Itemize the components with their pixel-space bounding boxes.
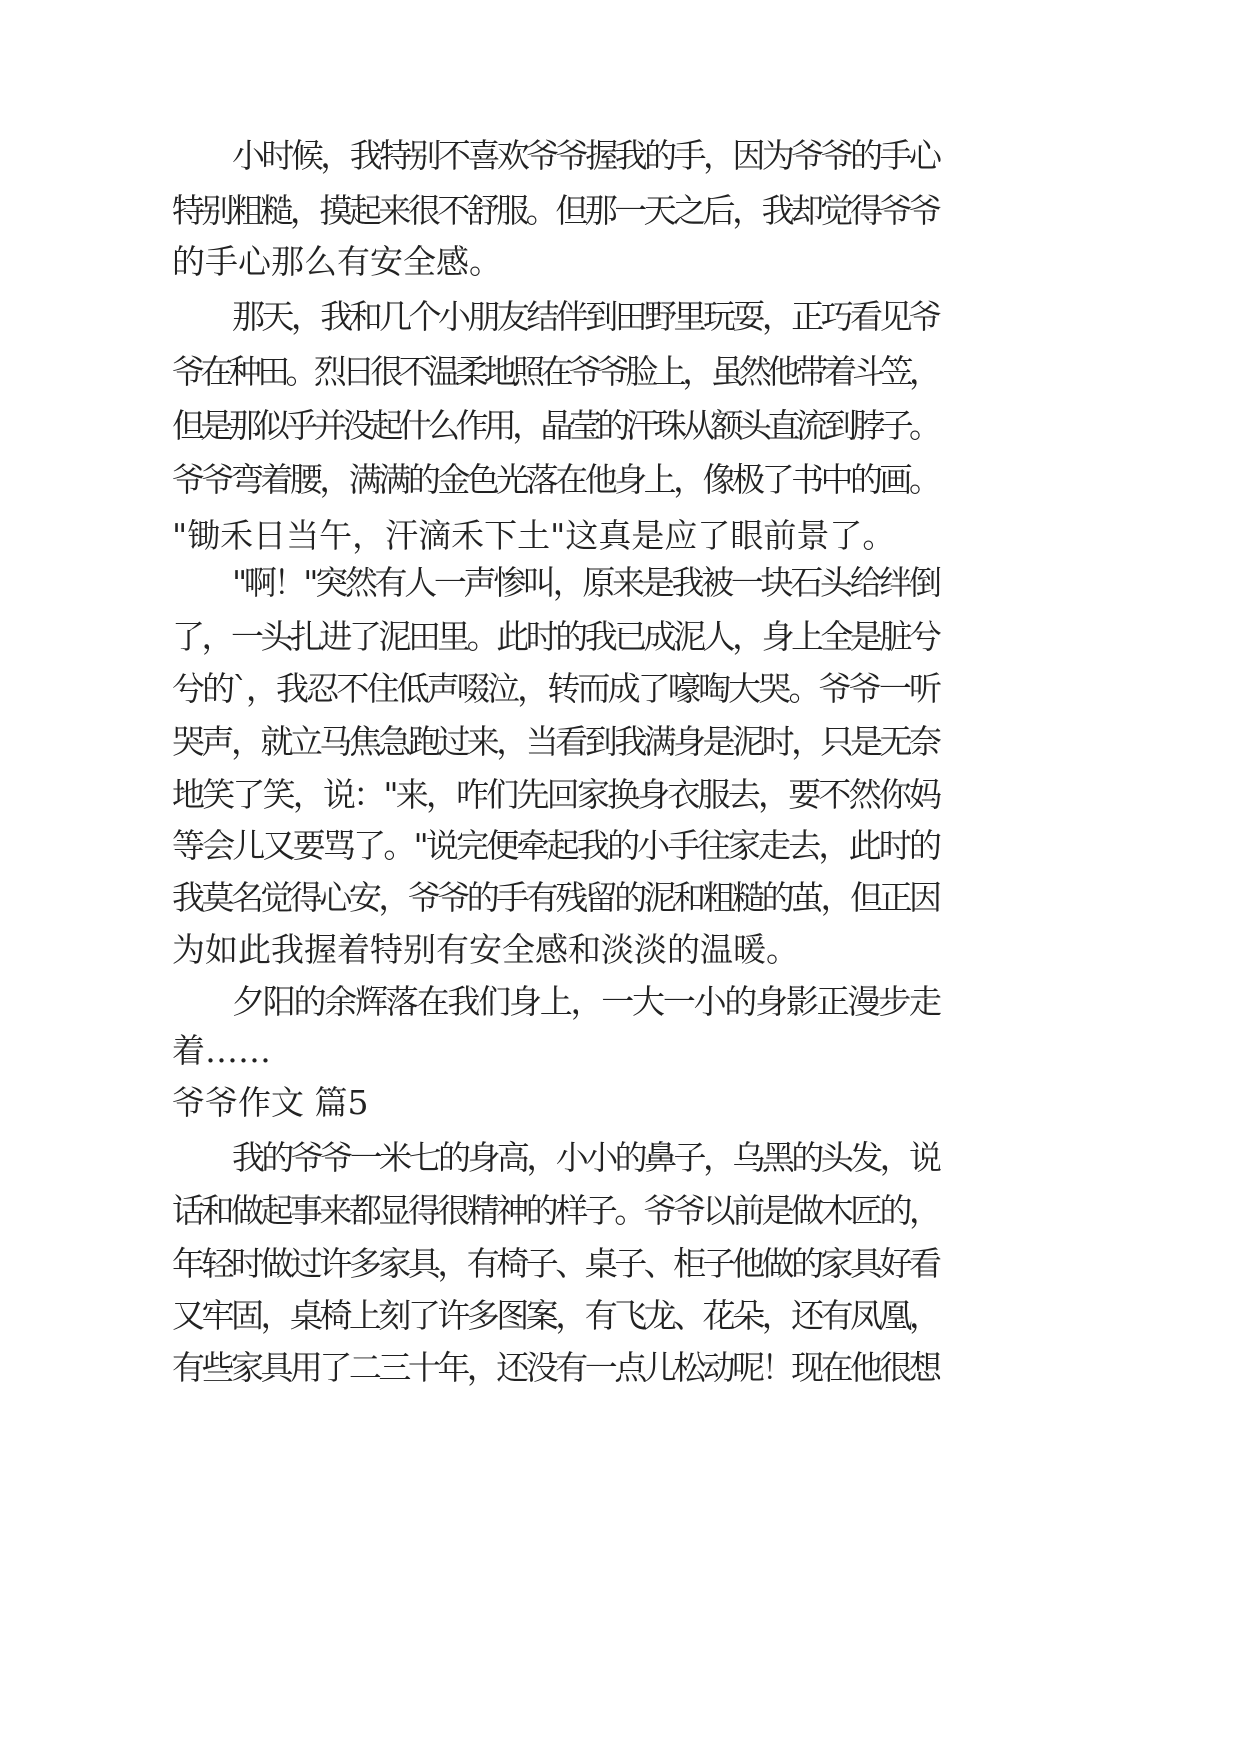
line-text: 我的爷爷一米七的身高，小小的鼻子，乌黑的头发，说 xyxy=(232,1138,939,1177)
text-line xyxy=(0,1236,1241,1292)
text-line xyxy=(0,183,1241,239)
line-text: 的手心那么有安全感。 xyxy=(172,242,502,281)
text-line xyxy=(0,661,1241,717)
paragraph-first-line xyxy=(0,289,1241,345)
text-line xyxy=(0,714,1241,770)
text-line xyxy=(0,234,1241,290)
line-text: 兮的`，我忍不住低声啜泣，转而成了嚎啕大哭。爷爷一听 xyxy=(172,669,940,708)
text-line xyxy=(0,870,1241,926)
line-text: 那天，我和几个小朋友结伴到田野里玩耍，正巧看见爷 xyxy=(232,297,939,336)
line-text: "啊！"突然有人一声惨叫，原来是我被一块石头给绊倒 xyxy=(232,563,939,602)
text-line xyxy=(0,344,1241,400)
text-line xyxy=(0,1340,1241,1396)
paragraph-first-line xyxy=(0,974,1241,1030)
line-text: 我莫名觉得心安，爷爷的手有残留的泥和粗糙的茧，但正因 xyxy=(172,878,939,917)
text-line xyxy=(0,818,1241,874)
paragraph-first-line xyxy=(0,1130,1241,1186)
line-text: 为如此我握着特别有安全感和淡淡的温暖。 xyxy=(172,930,799,969)
text-line xyxy=(0,922,1241,978)
line-text: 特别粗糙，摸起来很不舒服。但那一天之后，我却觉得爷爷 xyxy=(172,191,939,230)
line-text: 有些家具用了二三十年，还没有一点儿松动呢！现在他很想 xyxy=(172,1348,939,1387)
text-line xyxy=(0,609,1241,665)
text-line xyxy=(0,1183,1241,1239)
text-line xyxy=(0,452,1241,508)
line-text: 爷爷作文 篇5 xyxy=(172,1083,369,1122)
text-line xyxy=(0,1288,1241,1344)
line-text: 地笑了笑，说："来，咋们先回家换身衣服去，要不然你妈 xyxy=(172,775,940,814)
text-line xyxy=(0,767,1241,823)
line-text: 爷爷弯着腰，满满的金色光落在他身上，像极了书中的画。 xyxy=(172,460,939,499)
line-text: 等会儿又要骂了。"说完便牵起我的小手往家走去，此时的 xyxy=(172,826,940,865)
line-text: 哭声，就立马焦急跑过来，当看到我满身是泥时，只是无奈 xyxy=(172,722,939,761)
line-text: 爷在种田。烈日很不温柔地照在爷爷脸上，虽然他带着斗笠， xyxy=(172,352,938,391)
text-line xyxy=(0,1075,1241,1131)
line-text: 了，一头扎进了泥田里。此时的我已成泥人，身上全是脏兮 xyxy=(172,617,939,656)
line-text: 话和做起事来都显得很精神的样子。爷爷以前是做木匠的， xyxy=(172,1191,939,1230)
line-text: 又牢固，桌椅上刻了许多图案，有飞龙、花朵，还有凤凰， xyxy=(172,1296,939,1335)
line-text: 但是那似乎并没起什么作用，晶莹的汗珠从额头直流到脖子。 xyxy=(172,406,938,445)
paragraph-first-line xyxy=(0,128,1241,184)
paragraph-first-line xyxy=(0,555,1241,611)
line-text: 小时候，我特别不喜欢爷爷握我的手，因为爷爷的手心 xyxy=(232,136,939,175)
line-text: 年轻时做过许多家具，有椅子、桌子、柜子他做的家具好看 xyxy=(172,1244,939,1283)
text-line xyxy=(0,398,1241,454)
line-text: 夕阳的余辉落在我们身上，一大一小的身影正漫步走 xyxy=(232,982,940,1021)
line-text: 着…… xyxy=(172,1031,271,1070)
text-line xyxy=(0,1023,1241,1079)
line-text: "锄禾日当午，汗滴禾下土"这真是应了眼前景了。 xyxy=(172,516,896,555)
